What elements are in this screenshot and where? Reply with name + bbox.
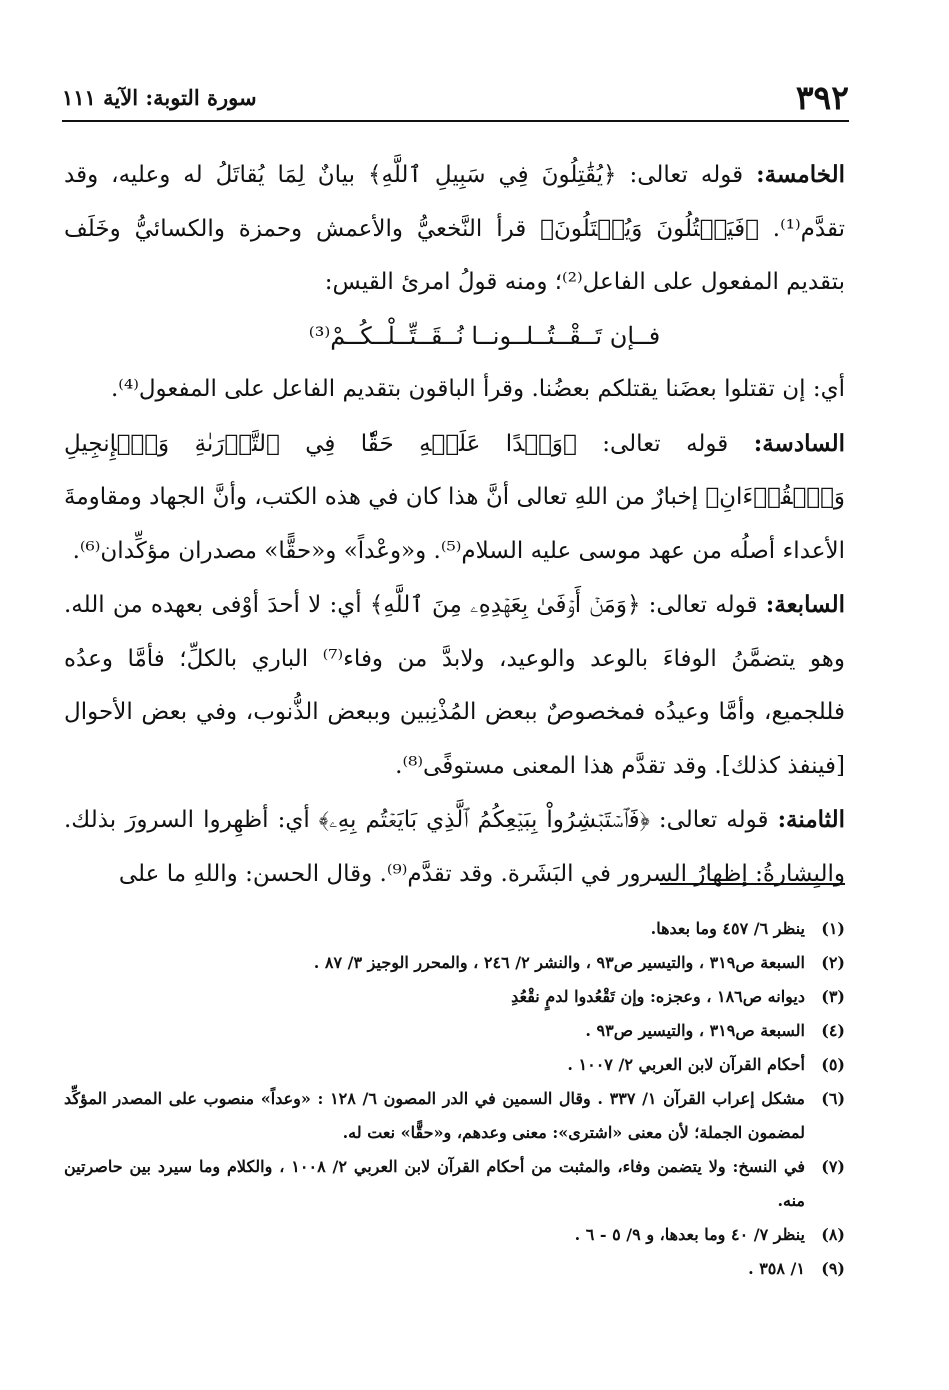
paragraph-sixth xyxy=(64,417,845,579)
footnote-text: ينظر ٦/ ٤٥٧ وما بعدها. xyxy=(650,919,805,938)
footnote-text: ينظر ٧/ ٤٠ وما بعدها، و ٩/ ٥ - ٦ . xyxy=(574,1225,805,1244)
poetry-verse: فــإن تَــقْــتُــلــونــا نُــقَــتِّــلْــكُــمْ⁽³⁾ xyxy=(308,321,661,350)
page-number: ٣٩٢ xyxy=(795,78,849,117)
paragraph-text: قوله تعالى: ﴿فَٱسۡتَبۡشِرُواْ بِبَيۡعِكُمُ ٱلَّذِي بَايَعۡتُم بِهِۦ﴾ أي: أظهِروا السرورَ بذلك. والبِشارةُ: إظهارُ السرور في البَشَرة. وقد تقدَّم⁽⁹⁾. وقال الحسن: واللهِ ما على xyxy=(64,807,845,887)
footnote-number: (٦) xyxy=(821,1089,846,1108)
footnote-text: ديوانه ص١٨٦ ، وعجزه: وإن تَقْعُدوا لدمٍ نقْعُدِ xyxy=(511,987,805,1006)
running-title: سورة التوبة: الآية ١١١ xyxy=(62,85,257,110)
footnote-number: (٤) xyxy=(821,1021,845,1040)
footnote-number: (٨) xyxy=(821,1225,845,1244)
footnote-text: مشكل إعراب القرآن ١/ ٣٣٧ . وقال السمين في الدر المصون ٦/ ١٢٨ : «وعداً» منصوب على المصدر المؤكِّد لمضمون الجملة؛ لأن معنى «اشترى»: معنى وعدهم، و«حقًّا» نعت له. xyxy=(64,1089,806,1142)
footnote xyxy=(64,1150,845,1218)
footnote-text: السبعة ص٣١٩ ، والتيسير ص٩٣ ، والنشر ٢/ ٢٤٦ ، والمحرر الوجيز ٣/ ٨٧ . xyxy=(313,953,805,972)
paragraph-label: السابعة: xyxy=(765,591,845,618)
page-header xyxy=(62,70,849,122)
paragraph-label: الثامنة: xyxy=(777,806,845,833)
footnote-text: في النسخ: ولا يتضمن وفاء، والمثبت من أحكام القرآن لابن العربي ٢/ ١٠٠٨ ، والكلام وما سيرد بين حاصرتين منه. xyxy=(64,1157,805,1210)
paragraph-label: الخامسة: xyxy=(756,161,845,188)
footnote-text: ١/ ٣٥٨ . xyxy=(748,1259,805,1278)
footnote xyxy=(64,912,845,946)
footnote xyxy=(64,980,845,1014)
footnote xyxy=(64,1014,845,1048)
footnote-number: (٧) xyxy=(821,1157,845,1176)
footnote xyxy=(64,1082,845,1150)
paragraph-text: قوله تعالى: ﴿وَعۡدًا عَلَيۡهِ حَقّٗا فِي ٱلتَّوۡرَىٰةِ وَٱلۡإِنجِيلِ وَٱلۡقُرۡءَانِ﴾ إخبارٌ من اللهِ تعالى أنَّ هذا كان في هذه الكتب، وأنَّ الجهاد ومقاومةَ الأعداء أصلُه من عهد موسى عليه السلام⁽⁵⁾. و«وعْداً» و«حقًّا» مصدران مؤكِّدان⁽⁶⁾. xyxy=(64,430,845,564)
paragraph-label: السادسة: xyxy=(753,429,845,457)
footnote-number: (٣) xyxy=(821,987,845,1006)
footnote xyxy=(64,1218,845,1252)
paragraph-fifth xyxy=(64,148,845,310)
footnote-text: السبعة ص٣١٩ ، والتيسير ص٩٣ . xyxy=(585,1021,805,1040)
paragraph-text: قوله تعالى: ﴿وَمَنۡ أَوۡفَىٰ بِعَهۡدِهِۦ مِنَ ٱللَّهِ﴾ أي: لا أحدَ أوْفى بعهده من الله. وهو يتضمَّنُ الوفاءَ بالوعد والوعيد، ولابدَّ من وفاء⁽⁷⁾ الباري بالكلِّ؛ فأمَّا وعدُه فللجميع، وأمَّا وعيدُه فمخصوصٌ ببعض المُذْنِبين وببعض الذُّنوب، وفي بعض الأحوال [فينفذ كذلك]. وقد تقدَّم هذا المعنى مستوفًى⁽⁸⁾. xyxy=(64,592,845,779)
footnotes xyxy=(64,912,845,1286)
footnote xyxy=(64,946,845,980)
paragraph-explanation: أي: إن تقتلوا بعضَنا يقتلكم بعضُنا. وقرأ الباقون بتقديم الفاعل على المفعول⁽⁴⁾. xyxy=(110,376,845,402)
footnote xyxy=(64,1252,845,1286)
main-text xyxy=(64,148,845,901)
footnote-divider xyxy=(660,883,845,885)
footnote-number: (٥) xyxy=(821,1055,845,1074)
footnote-number: (١) xyxy=(821,919,845,938)
footnote-text: أحكام القرآن لابن العربي ٢/ ١٠٠٧ . xyxy=(567,1055,805,1074)
footnote xyxy=(64,1048,845,1082)
footnote-number: (٢) xyxy=(821,953,845,972)
footnote-number: (٩) xyxy=(821,1259,845,1278)
paragraph-text: قوله تعالى: ﴿يُقَٰتِلُونَ فِي سَبِيلِ ٱللَّهِ﴾ بيانٌ لِمَا يُقاتَلُ له وعليه، وقد تقدَّم⁽¹⁾. ﴿فَيَقۡتُلُونَ وَيُقۡتَلُونَ﴾ قرأ النَّخعيُّ والأعمش وحمزة والكسائيُّ وخَلَف بتقديم المفعول على الفاعل⁽²⁾؛ ومنه قولُ امرئ القيس: xyxy=(64,162,845,295)
paragraph-seventh xyxy=(64,578,845,793)
